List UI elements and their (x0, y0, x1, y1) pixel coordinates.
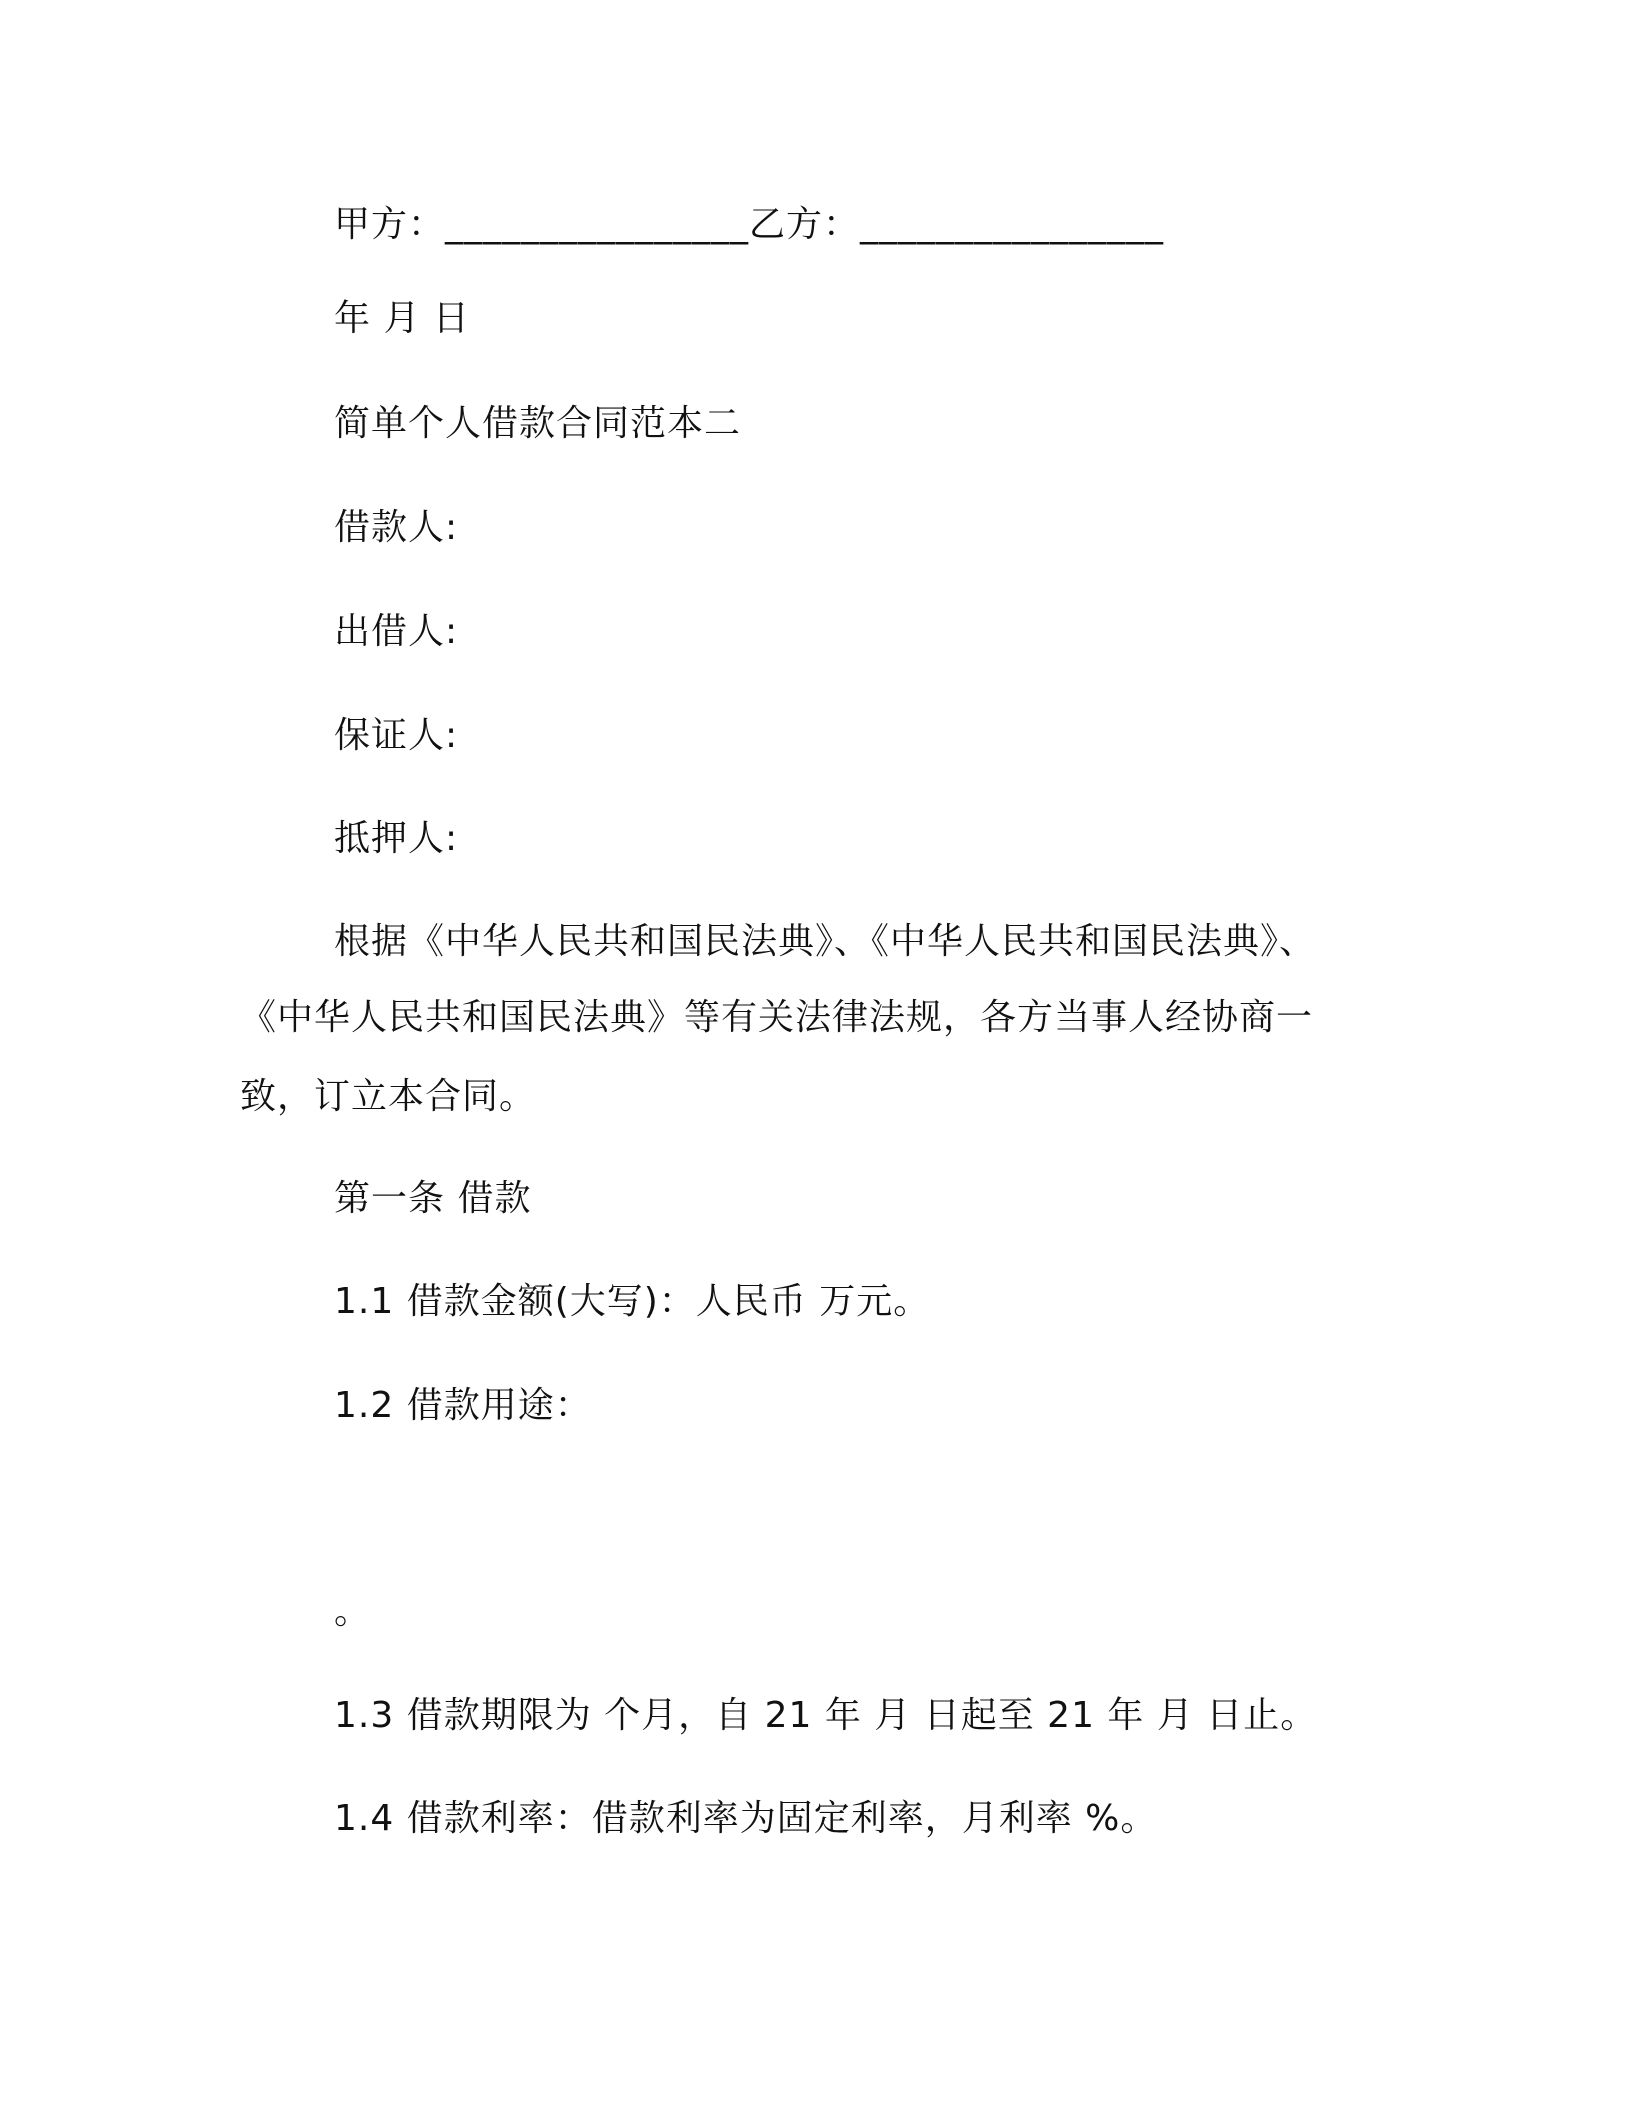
clause-1-1: 1.1 借款金额(大写)：人民币 万元。 (334, 1281, 931, 1322)
document-title: 简单个人借款合同范本二 (334, 403, 742, 444)
lender-field: 出借人: (334, 611, 459, 652)
preamble-line-2: 《中华人民共和国民法典》等有关法律法规，各方当事人经协商一 (240, 997, 1314, 1038)
article-1-heading: 第一条 借款 (334, 1178, 532, 1219)
party-a-label: 甲方： (334, 204, 446, 245)
mortgagor-field: 抵押人: (334, 818, 459, 859)
clause-1-4: 1.4 借款利率：借款利率为固定利率，月利率 %。 (334, 1798, 1158, 1839)
borrower-field: 借款人: (334, 507, 459, 548)
clause-1-2-end: 。 (334, 1591, 372, 1632)
signature-line (334, 203, 1164, 247)
guarantor-field: 保证人: (334, 715, 459, 756)
party-b-blank: ________________ (860, 204, 1165, 245)
party-b-label: 乙方： (749, 204, 861, 245)
clause-1-3: 1.3 借款期限为 个月，自 21 年 月 日起至 21 年 月 日止。 (334, 1695, 1318, 1736)
preamble-line-1: 根据《中华人民共和国民法典》、《中华人民共和国民法典》、 (334, 921, 1317, 962)
party-a-blank: ________________ (445, 204, 750, 245)
preamble-line-3: 致，订立本合同。 (240, 1076, 537, 1117)
date-line: 年 月 日 (334, 298, 470, 339)
clause-1-2: 1.2 借款用途： (334, 1385, 592, 1426)
